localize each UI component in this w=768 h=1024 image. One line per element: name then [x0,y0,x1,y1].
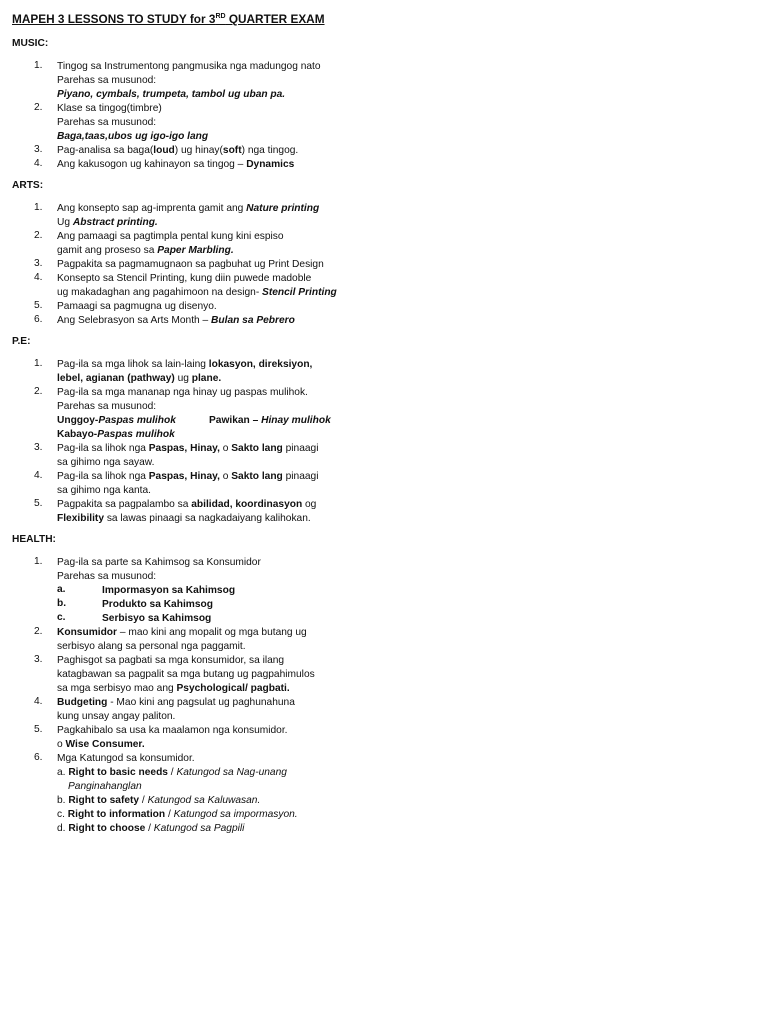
list-number: 3. [34,442,43,453]
text-run: Parehas sa musunod: [57,75,157,86]
text-run: abilidad, koordinasyon [191,499,303,510]
text-line [57,428,175,442]
text-line [102,584,235,598]
text-run: o [219,471,232,482]
text-line [57,258,324,272]
text-run: - Mao kini ang pagsulat ug paghunahuna [107,697,295,708]
text-run: Mga Katungod sa konsumidor. [57,753,195,764]
sublist-letter: a. [57,584,66,595]
text-run: Katungod sa Kaluwasan. [147,795,261,806]
list-number: 5. [34,300,43,311]
text-line [57,244,234,258]
text-line [57,570,156,584]
text-run: Bulan sa Pebrero [211,315,295,326]
text-run: Katungod sa impormasyon. [173,809,298,820]
text-line [57,74,156,88]
text-run: Impormasyon sa Kahimsog [102,585,236,596]
text-line [57,512,311,526]
list-number: 1. [34,60,43,71]
text-run: Baga,taas,ubos ug igo-igo lang [57,131,209,142]
text-run: serbisyo alang sa personal nga paggamit. [57,641,246,652]
text-run: Right to basic needs [68,767,168,778]
text-line [57,414,176,428]
text-run: Serbisyo sa Kahimsog [102,613,212,624]
text-run: a. [57,767,69,778]
text-line [57,682,290,696]
text-line [57,456,154,470]
text-run: Pag-analisa sa baga( [57,145,154,156]
text-run: Parehas sa musunod: [57,401,157,412]
text-run: soft [222,145,242,156]
text-line [57,314,295,328]
text-run: ) ug hinay( [174,145,223,156]
text-run: / [165,809,174,820]
text-run: Budgeting [57,697,108,708]
text-line [57,358,312,372]
text-line [57,668,315,682]
text-run: o [219,443,232,454]
text-run: Parehas sa musunod: [57,117,157,128]
text-run: / [145,823,154,834]
sublist-letter: c. [57,612,66,623]
text-run: Pamaagi sa pagmugna ug disenyo. [57,301,217,312]
text-run: lebel, agianan (pathway) [57,373,175,384]
text-run: Katungod sa Nag-unang [176,767,287,778]
list-number: 4. [34,470,43,481]
text-run: b. [57,795,69,806]
list-number: 4. [34,272,43,283]
list-number: 4. [34,696,43,707]
text-run: sa mga serbisyo mao ang [57,683,177,694]
text-run: Paspas, Hinay, [148,471,220,482]
text-run: Pag-ila sa mga mananap nga hinay ug paspas mulihok. [57,387,308,398]
text-line [57,286,337,300]
text-run: kung unsay angay paliton. [57,711,176,722]
section-heading-arts: ARTS: [12,180,44,191]
list-number: 5. [34,724,43,735]
text-run: Pagpakita sa pagpalambo sa [57,499,192,510]
text-run: pinaagi [282,443,319,454]
text-run: Ang konsepto sap ag-imprenta gamit ang [57,203,247,214]
text-run: d. [57,823,69,834]
text-run: Psychological/ pagbati. [176,683,290,694]
text-run: Flexibility [57,513,104,524]
section-heading-pe: P.E: [12,336,31,347]
text-run: gamit ang proseso sa [57,245,158,256]
text-run: Panginahanglan [68,781,142,792]
list-number: 1. [34,358,43,369]
list-number: 6. [34,314,43,325]
text-run: Paspas mulihok [98,415,176,426]
list-number: 4. [34,158,43,169]
text-run: Produkto sa Kahimsog [102,599,213,610]
text-run: plane. [191,373,222,384]
list-number: 2. [34,386,43,397]
text-run: Ug [57,217,73,228]
text-run: Right to safety [68,795,140,806]
text-run: Right to information [67,809,166,820]
text-line [57,230,284,244]
text-run: lokasyon, direksiyon, [208,359,313,370]
text-run: Abstract printing. [72,217,158,228]
text-run: Kabayo- [57,429,98,440]
text-line [102,598,213,612]
list-number: 6. [34,752,43,763]
text-line [57,202,319,216]
text-line [57,386,308,400]
text-run: Dynamics [246,159,295,170]
text-line [57,626,307,640]
list-number: 1. [34,556,43,567]
text-line [57,372,221,386]
text-run: Paspas mulihok [97,429,175,440]
list-number: 3. [34,144,43,155]
text-run: Tingog sa Instrumentong pangmusika nga madungog nato [57,61,321,72]
text-run: Pag-ila sa lihok nga [57,443,149,454]
text-run: Ang pamaagi sa pagtimpla pental kung kini espiso [57,231,284,242]
text-run: Sakto lang [231,471,283,482]
text-run: ug [174,373,192,384]
text-line [57,102,162,116]
text-run: Hinay mulihok [261,415,331,426]
text-line [57,400,156,414]
text-run: Pag-ila sa lihok nga [57,471,149,482]
list-number: 2. [34,626,43,637]
text-run: katagbawan sa pagpalit sa mga butang ug pagpahimulos [57,669,315,680]
text-run: loud [153,145,175,156]
text-run: pinaagi [282,471,319,482]
text-run: o [57,739,66,750]
text-run: Sakto lang [231,443,283,454]
text-line [57,794,260,808]
text-run: Ang Selebrasyon sa Arts Month – [57,315,212,326]
text-run: Pag-ila sa parte sa Kahimsog sa Konsumidor [57,557,261,568]
title-superscript: RD [215,13,226,20]
text-line [68,780,142,794]
page-title [12,12,325,26]
text-run: ug makadaghan ang pagahimoon na design- [57,287,263,298]
text-line [57,766,287,780]
text-run: Parehas sa musunod: [57,571,157,582]
list-number: 3. [34,654,43,665]
text-run: Klase sa tingog(timbre) [57,103,162,114]
text-line [209,414,331,428]
text-line [57,654,284,668]
text-line [57,710,175,724]
text-line [57,116,156,130]
text-line [57,130,208,144]
text-run: Konsumidor [57,627,117,638]
text-run: sa gihimo nga kanta. [57,485,152,496]
text-run: sa gihimo nga sayaw. [57,457,155,468]
text-line [57,272,311,286]
text-line [57,752,195,766]
text-run: Unggoy- [57,415,99,426]
text-line [57,216,158,230]
title-end: QUARTER EXAM [225,12,325,26]
text-line [57,738,145,752]
text-run: c. [57,809,68,820]
list-number: 2. [34,102,43,113]
text-run: Piyano, cymbals, trumpeta, tambol ug uban pa. [57,89,286,100]
text-run: Paper Marbling. [157,245,234,256]
list-number: 3. [34,258,43,269]
text-line [57,158,294,172]
text-line [57,470,318,484]
text-run: Paghisgot sa pagbati sa mga konsumidor, sa ilang [57,655,285,666]
text-run: Paspas, Hinay, [148,443,220,454]
text-run: Stencil Printing [262,287,337,298]
text-run: / [167,767,177,778]
text-run: Pawikan – [209,415,262,426]
list-number: 1. [34,202,43,213]
text-line [57,822,244,836]
text-line [57,144,298,158]
text-run: Nature printing [246,203,320,214]
text-run: Konsepto sa Stencil Printing, kung diin puwede madoble [57,273,312,284]
text-run: sa lawas pinaagi sa nagkadaiyang kalihokan. [104,513,311,524]
text-line [102,612,211,626]
text-line [57,808,298,822]
text-line [57,556,261,570]
text-run: Pag-ila sa mga lihok sa lain-laing [57,359,209,370]
text-line [57,300,217,314]
text-run: Ang kakusogon ug kahinayon sa tingog – [57,159,247,170]
list-number: 2. [34,230,43,241]
text-line [57,88,285,102]
sublist-letter: b. [57,598,67,609]
text-run: ) nga tingog. [241,145,299,156]
section-heading-music: MUSIC: [12,38,49,49]
text-line [57,724,288,738]
text-run: Wise Consumer. [65,739,145,750]
text-line [57,498,316,512]
text-line [57,60,321,74]
text-line [57,484,151,498]
text-run: og [302,499,317,510]
section-heading-health: HEALTH: [12,534,56,545]
text-run: – mao kini ang mopalit og mga butang ug [117,627,307,638]
text-line [57,696,295,710]
text-run: Right to choose [68,823,146,834]
text-line [57,640,246,654]
text-run: / [139,795,148,806]
text-run: Pagpakita sa pagmamugnaon sa pagbuhat ug Print Design [57,259,324,270]
text-run: Pagkahibalo sa usa ka maalamon nga konsumidor. [57,725,288,736]
title-main: MAPEH 3 LESSONS TO STUDY for 3 [12,12,216,26]
list-number: 5. [34,498,43,509]
text-run: Katungod sa Pagpili [153,823,245,834]
text-line [57,442,318,456]
